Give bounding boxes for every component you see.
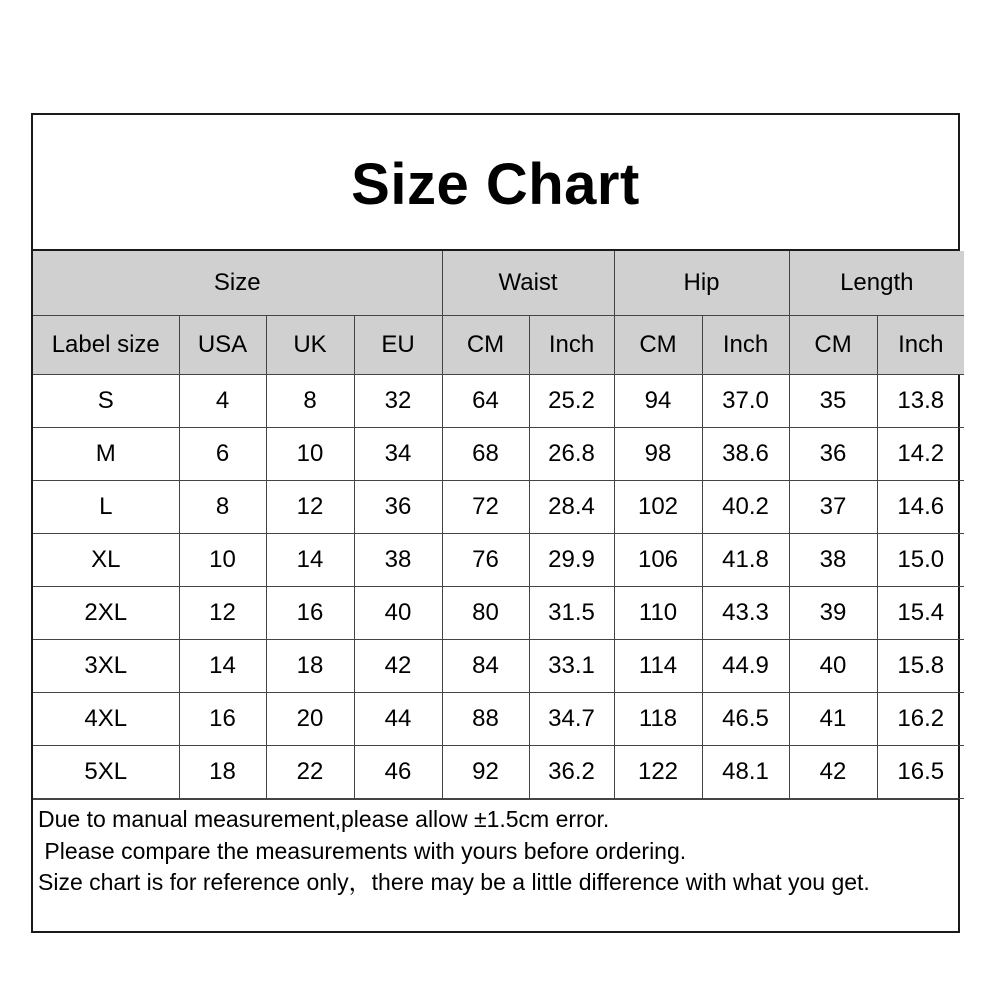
column-header: Label size bbox=[33, 316, 179, 375]
table-cell: 72 bbox=[442, 481, 529, 534]
table-cell: 42 bbox=[789, 746, 877, 799]
table-cell: 10 bbox=[266, 428, 354, 481]
table-cell: 26.8 bbox=[529, 428, 614, 481]
table-cell: 18 bbox=[266, 640, 354, 693]
table-row bbox=[33, 587, 964, 640]
table-cell: 16.5 bbox=[877, 746, 964, 799]
table-row bbox=[33, 534, 964, 587]
table-cell: 44.9 bbox=[702, 640, 789, 693]
table-cell: 76 bbox=[442, 534, 529, 587]
table-cell: XL bbox=[33, 534, 179, 587]
table-cell: 20 bbox=[266, 693, 354, 746]
table-cell: 48.1 bbox=[702, 746, 789, 799]
table-row bbox=[33, 481, 964, 534]
table-cell: 3XL bbox=[33, 640, 179, 693]
table-cell: 36 bbox=[354, 481, 442, 534]
table-cell: 41.8 bbox=[702, 534, 789, 587]
table-cell: 28.4 bbox=[529, 481, 614, 534]
size-table bbox=[33, 251, 964, 799]
table-cell: 38.6 bbox=[702, 428, 789, 481]
table-cell: 12 bbox=[266, 481, 354, 534]
table-cell: 22 bbox=[266, 746, 354, 799]
table-cell: 14.6 bbox=[877, 481, 964, 534]
column-header-row bbox=[33, 316, 964, 375]
table-cell: 92 bbox=[442, 746, 529, 799]
table-cell: 40 bbox=[789, 640, 877, 693]
group-header-waist: Waist bbox=[442, 251, 614, 316]
table-cell: 39 bbox=[789, 587, 877, 640]
note-line: Due to manual measurement,please allow ±1.5cm error. bbox=[38, 806, 610, 832]
table-cell: 43.3 bbox=[702, 587, 789, 640]
table-cell: 31.5 bbox=[529, 587, 614, 640]
table-cell: 25.2 bbox=[529, 375, 614, 428]
column-header: CM bbox=[789, 316, 877, 375]
column-header: CM bbox=[614, 316, 702, 375]
table-cell: 15.8 bbox=[877, 640, 964, 693]
table-cell: 36.2 bbox=[529, 746, 614, 799]
table-cell: 68 bbox=[442, 428, 529, 481]
table-cell: 32 bbox=[354, 375, 442, 428]
table-cell: 5XL bbox=[33, 746, 179, 799]
table-cell: 42 bbox=[354, 640, 442, 693]
table-cell: 15.0 bbox=[877, 534, 964, 587]
table-cell: 35 bbox=[789, 375, 877, 428]
column-header: Inch bbox=[529, 316, 614, 375]
table-cell: 18 bbox=[179, 746, 266, 799]
column-header: UK bbox=[266, 316, 354, 375]
table-cell: 110 bbox=[614, 587, 702, 640]
table-cell: 14 bbox=[179, 640, 266, 693]
table-cell: S bbox=[33, 375, 179, 428]
table-cell: 2XL bbox=[33, 587, 179, 640]
table-cell: 36 bbox=[789, 428, 877, 481]
table-cell: 98 bbox=[614, 428, 702, 481]
table-cell: 106 bbox=[614, 534, 702, 587]
table-cell: 80 bbox=[442, 587, 529, 640]
table-cell: 13.8 bbox=[877, 375, 964, 428]
table-cell: 37 bbox=[789, 481, 877, 534]
group-header-hip: Hip bbox=[614, 251, 789, 316]
table-cell: 15.4 bbox=[877, 587, 964, 640]
table-cell: 16 bbox=[266, 587, 354, 640]
column-header: USA bbox=[179, 316, 266, 375]
table-cell: 10 bbox=[179, 534, 266, 587]
table-cell: 114 bbox=[614, 640, 702, 693]
table-cell: 33.1 bbox=[529, 640, 614, 693]
table-cell: 8 bbox=[179, 481, 266, 534]
note-line: Size chart is for reference only，there may be a little difference with what you get. bbox=[38, 869, 870, 895]
table-cell: 6 bbox=[179, 428, 266, 481]
table-row bbox=[33, 375, 964, 428]
table-cell: 41 bbox=[789, 693, 877, 746]
table-cell: 64 bbox=[442, 375, 529, 428]
table-cell: 40 bbox=[354, 587, 442, 640]
table-cell: 38 bbox=[354, 534, 442, 587]
table-cell: 122 bbox=[614, 746, 702, 799]
table-cell: 46.5 bbox=[702, 693, 789, 746]
table-cell: L bbox=[33, 481, 179, 534]
column-header: Inch bbox=[877, 316, 964, 375]
table-cell: 34.7 bbox=[529, 693, 614, 746]
group-header-row bbox=[33, 251, 964, 316]
table-row bbox=[33, 693, 964, 746]
notes bbox=[33, 799, 958, 931]
table-cell: M bbox=[33, 428, 179, 481]
note-line: Please compare the measurements with yours before ordering. bbox=[38, 837, 687, 864]
table-cell: 14.2 bbox=[877, 428, 964, 481]
table-cell: 37.0 bbox=[702, 375, 789, 428]
table-cell: 44 bbox=[354, 693, 442, 746]
table-row bbox=[33, 640, 964, 693]
title-box bbox=[33, 115, 958, 251]
table-cell: 40.2 bbox=[702, 481, 789, 534]
table-row bbox=[33, 428, 964, 481]
table-cell: 12 bbox=[179, 587, 266, 640]
size-chart bbox=[31, 113, 960, 933]
table-cell: 46 bbox=[354, 746, 442, 799]
table-cell: 84 bbox=[442, 640, 529, 693]
table-cell: 102 bbox=[614, 481, 702, 534]
table-cell: 38 bbox=[789, 534, 877, 587]
chart-title: Size Chart bbox=[351, 151, 640, 217]
table-cell: 16 bbox=[179, 693, 266, 746]
table-cell: 34 bbox=[354, 428, 442, 481]
table-cell: 94 bbox=[614, 375, 702, 428]
group-header-length: Length bbox=[789, 251, 964, 316]
table-row bbox=[33, 746, 964, 799]
column-header: EU bbox=[354, 316, 442, 375]
group-header-size: Size bbox=[33, 251, 442, 316]
table-cell: 118 bbox=[614, 693, 702, 746]
table-cell: 8 bbox=[266, 375, 354, 428]
column-header: Inch bbox=[702, 316, 789, 375]
column-header: CM bbox=[442, 316, 529, 375]
table-cell: 14 bbox=[266, 534, 354, 587]
table-cell: 4XL bbox=[33, 693, 179, 746]
table-cell: 88 bbox=[442, 693, 529, 746]
table-cell: 29.9 bbox=[529, 534, 614, 587]
table-cell: 4 bbox=[179, 375, 266, 428]
table-cell: 16.2 bbox=[877, 693, 964, 746]
table-body bbox=[33, 375, 964, 799]
